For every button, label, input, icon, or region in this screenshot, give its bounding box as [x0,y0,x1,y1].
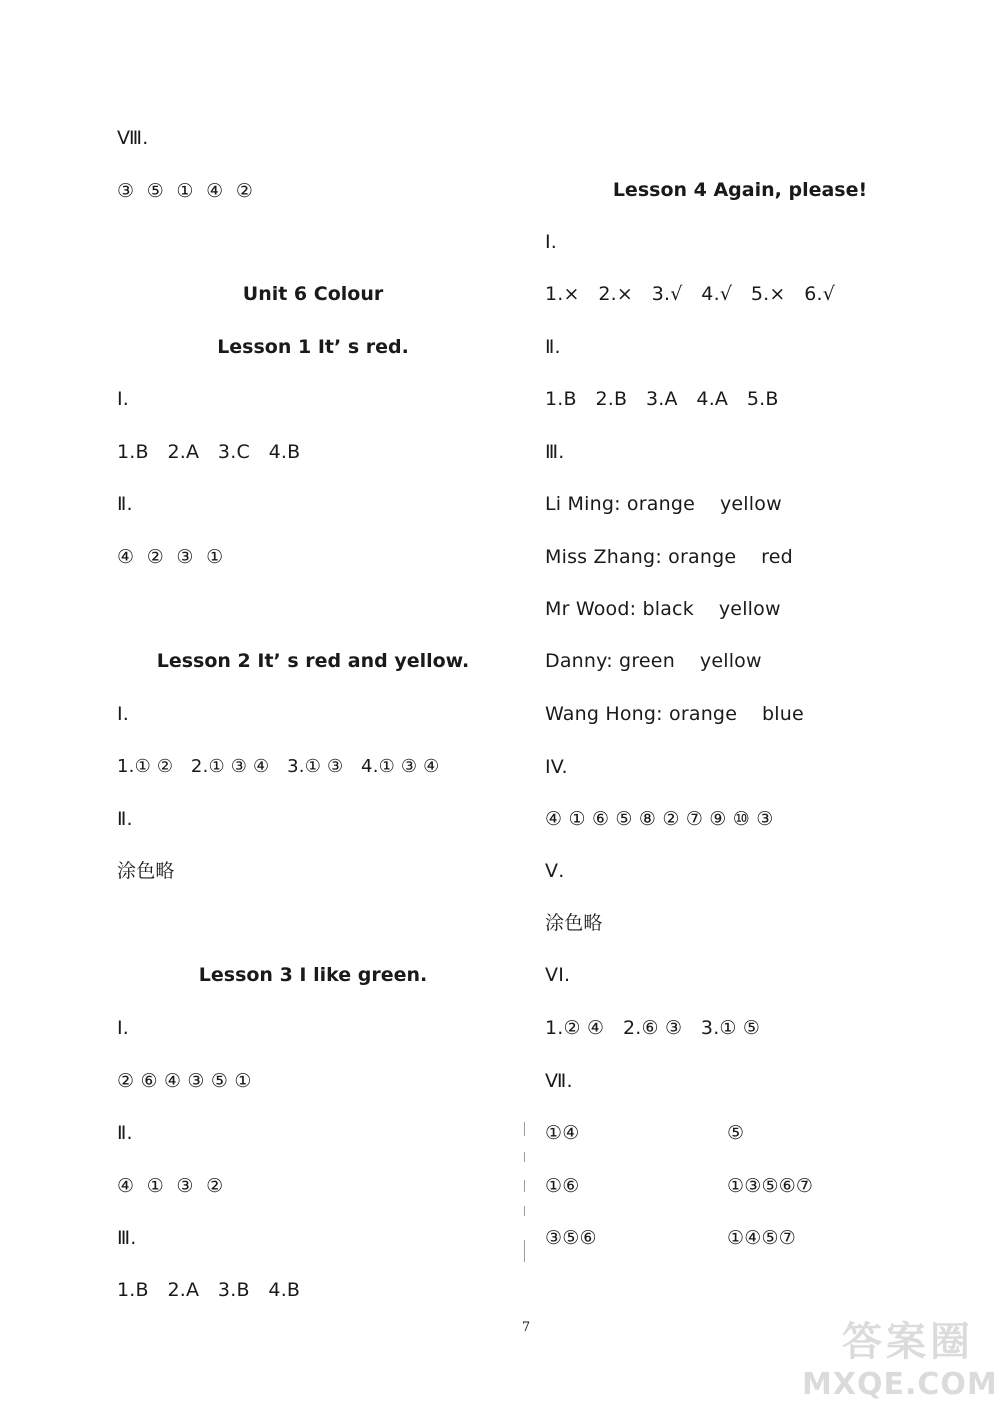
l4-section-v-label: Ⅴ. [545,860,565,882]
lesson-1-title: Lesson 1 It’ s red. [217,336,409,358]
watermark-text-bottom: MXQE.COM [802,1367,998,1402]
l3-section-i-answers: ② ⑥ ④ ③ ⑤ ① [117,1070,252,1092]
colour-answer-mr-wood: Mr Wood: black yellow [545,598,781,620]
l1-section-ii-answers: ④ ② ③ ① [117,546,224,568]
scan-mark [524,1206,525,1216]
l4-section-vii-label: Ⅶ. [545,1070,573,1092]
lesson-3-title: Lesson 3 I like green. [198,964,428,986]
scan-mark [524,1180,525,1192]
l4-section-vi-label: VI. [545,964,571,986]
l3-section-iii-answers: 1.B 2.A 3.B 4.B [117,1279,301,1301]
vii-row-2-right: ①③⑤⑥⑦ [727,1175,814,1197]
colour-answer-li-ming: Li Ming: orange yellow [545,493,782,515]
lesson-2-title: Lesson 2 It’ s red and yellow. [156,650,470,672]
l3-section-i-label: Ⅰ. [117,1017,130,1039]
section-viii-answers: ③ ⑤ ① ④ ② [117,180,254,202]
colour-answer-miss-zhang: Miss Zhang: orange red [545,546,793,568]
l4-section-ii-answers: 1.B 2.B 3.A 4.A 5.B [545,388,779,410]
l1-section-ii-label: Ⅱ. [117,493,133,515]
l1-section-i-answers: 1.B 2.A 3.C 4.B [117,441,301,463]
l2-section-i-label: Ⅰ. [117,703,130,725]
unit-title: Unit 6 Colour [242,283,384,305]
l4-section-iii-label: Ⅲ. [545,441,565,463]
vii-row-3-right: ①④⑤⑦ [727,1227,796,1249]
watermark-logo [802,1310,998,1402]
l3-section-iii-label: Ⅲ. [117,1227,137,1249]
l4-section-vi-answers: 1.② ④ 2.⑥ ③ 3.① ⑤ [545,1017,761,1039]
l4-section-ii-label: Ⅱ. [545,336,561,358]
l2-section-i-answers: 1.① ② 2.① ③ ④ 3.① ③ 4.① ③ ④ [117,756,440,777]
l2-section-ii-label: Ⅱ. [117,808,133,830]
l3-section-ii-label: Ⅱ. [117,1122,133,1144]
l4-section-v-answers: 涂色略 [545,912,603,934]
l3-section-ii-answers: ④ ① ③ ② [117,1175,224,1197]
l2-section-ii-answers: 涂色略 [117,860,175,882]
scan-mark [524,1122,525,1136]
section-viii-label: Ⅷ. [117,127,149,149]
l4-section-i-label: Ⅰ. [545,231,558,253]
colour-answer-wang-hong: Wang Hong: orange blue [545,703,804,725]
scan-mark [524,1152,525,1162]
scan-mark [524,1240,525,1262]
l4-section-iv-label: IV. [545,756,568,778]
watermark-text-top: 答案圈 [842,1319,974,1365]
page-number: 7 [521,1320,531,1335]
vii-row-3-left: ③⑤⑥ [545,1227,597,1249]
vii-row-1-right: ⑤ [727,1122,745,1144]
l4-section-iv-answers: ④ ① ⑥ ⑤ ⑧ ② ⑦ ⑨ ⑩ ③ [545,808,774,830]
lesson-4-title: Lesson 4 Again, please! [612,179,868,201]
vii-row-2-left: ①⑥ [545,1175,580,1197]
l4-section-i-answers: 1.× 2.× 3.√ 4.√ 5.× 6.√ [545,283,836,305]
l1-section-i-label: Ⅰ. [117,388,130,410]
colour-answer-danny: Danny: green yellow [545,650,762,672]
vii-row-1-left: ①④ [545,1122,580,1144]
